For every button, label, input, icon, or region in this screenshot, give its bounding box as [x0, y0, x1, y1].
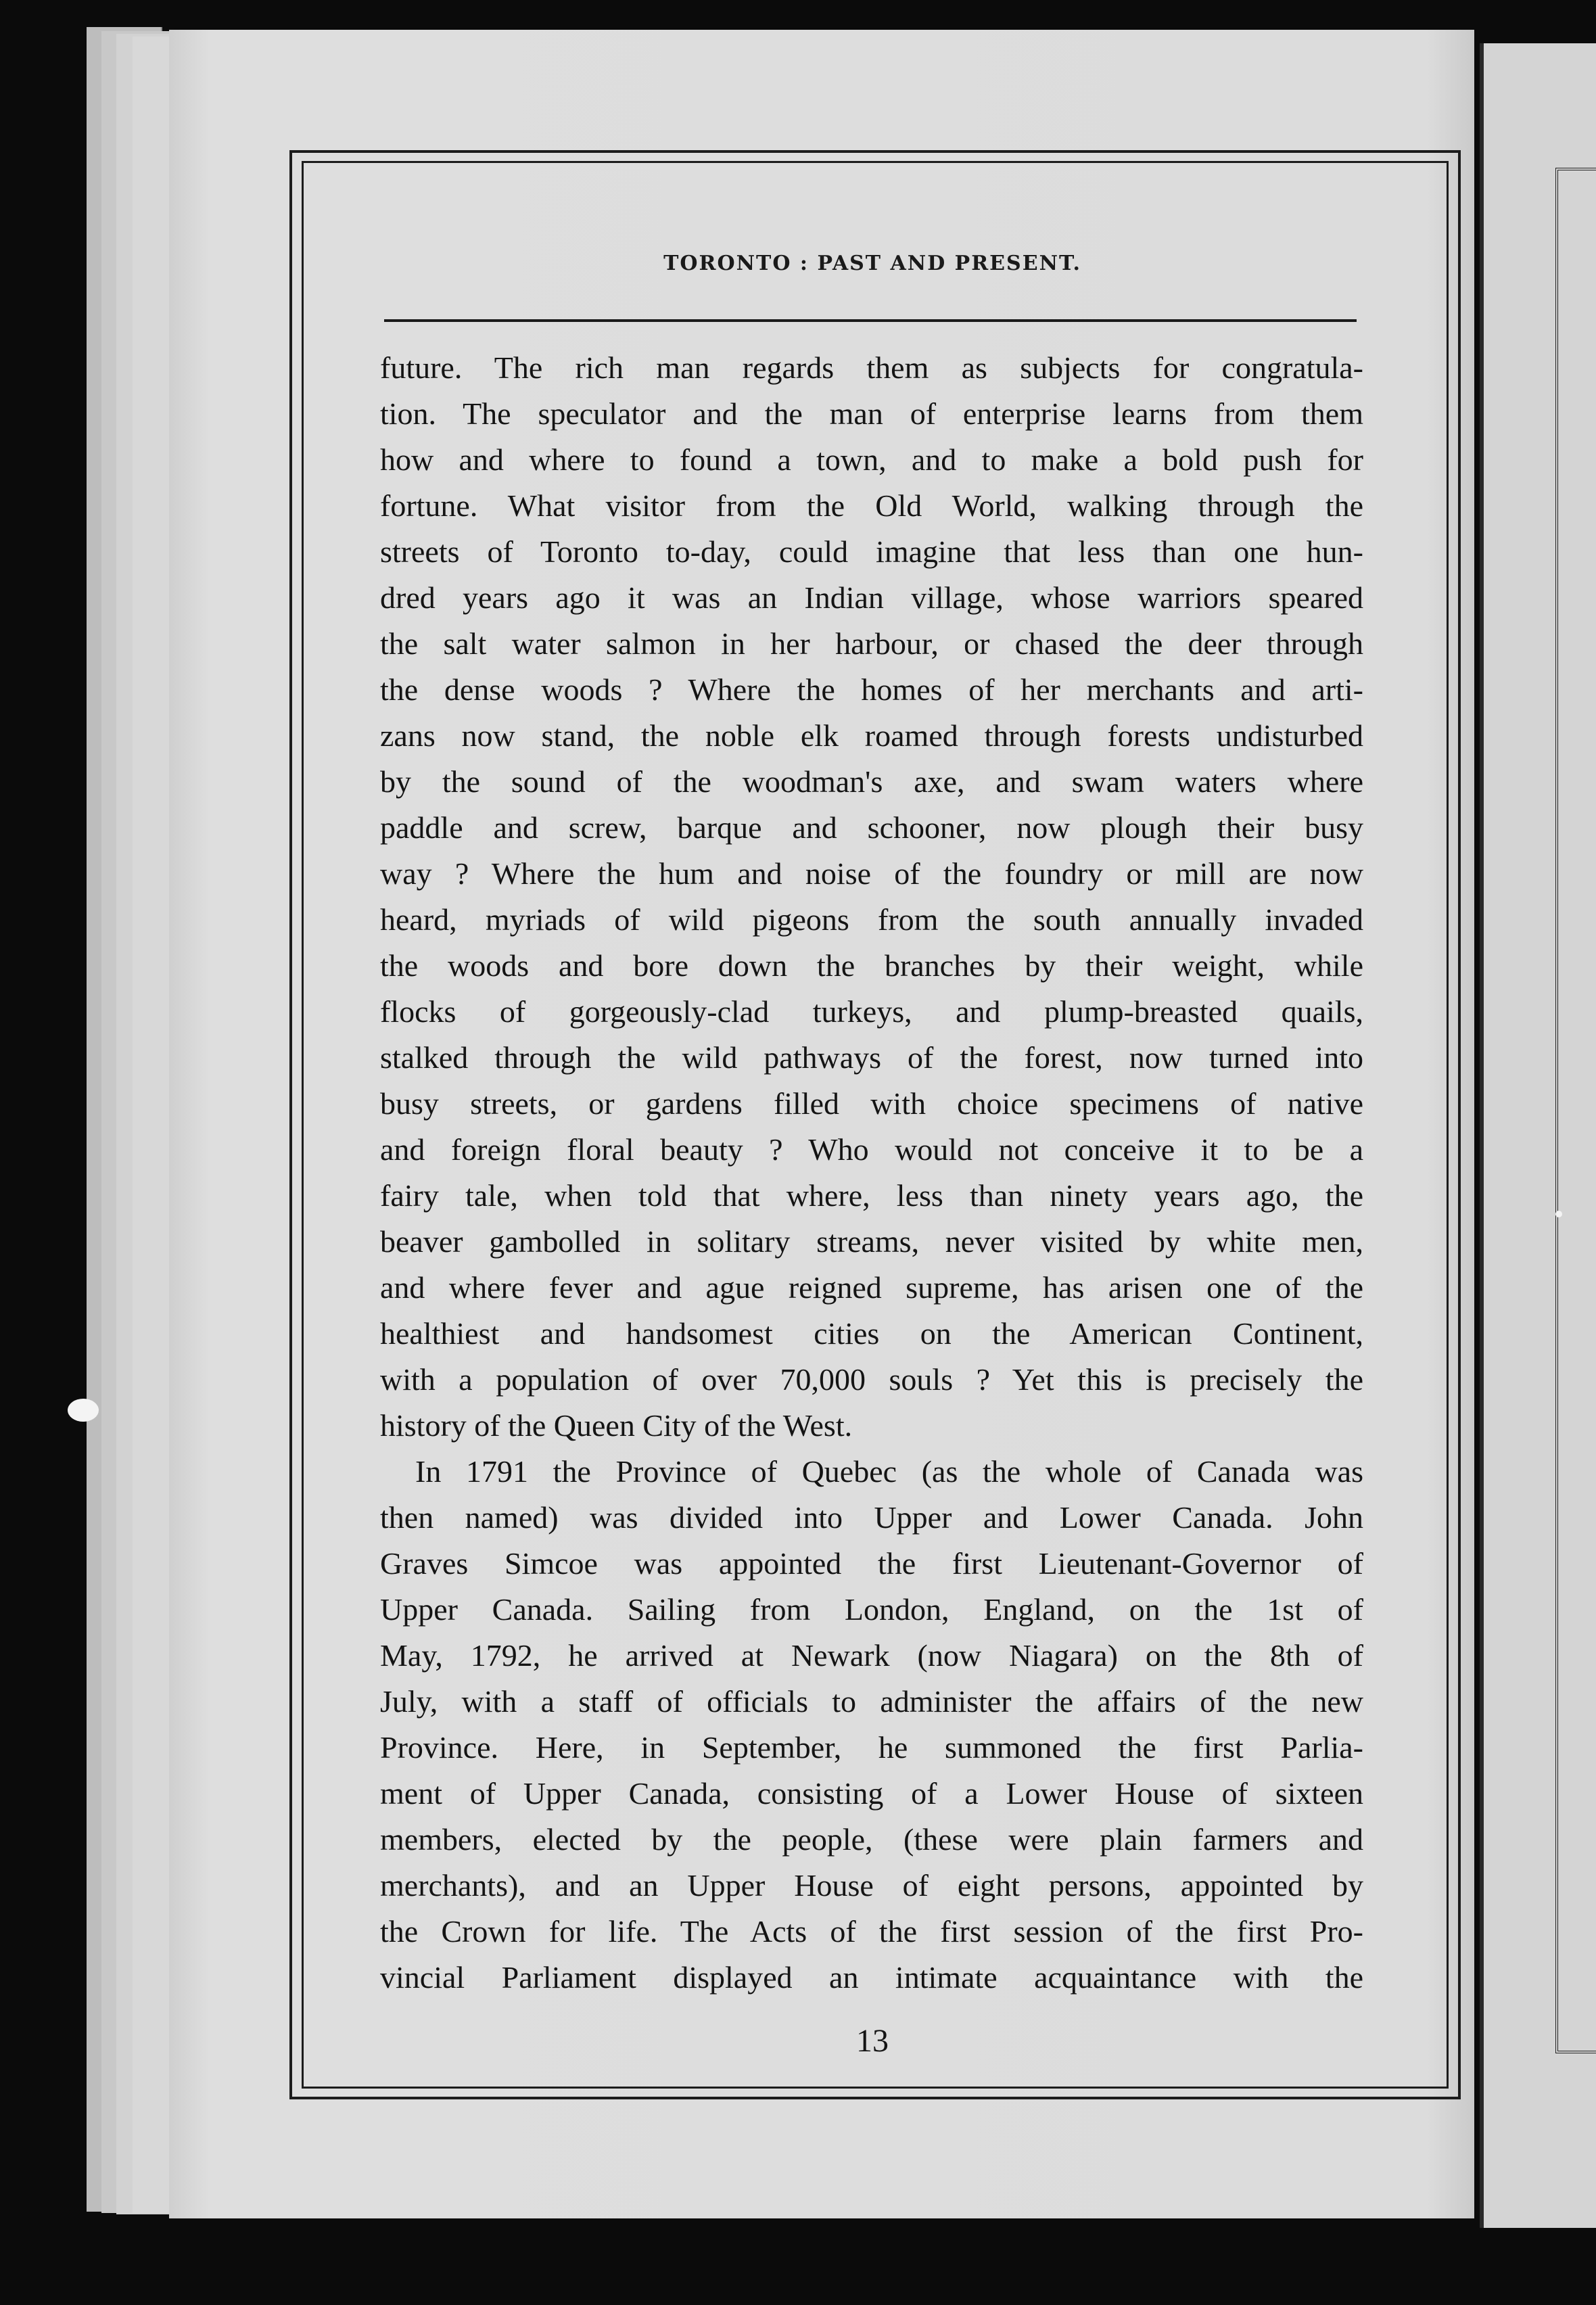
header-rule — [384, 319, 1357, 322]
text-line: the woods and bore down the branches by their weight, while — [380, 948, 1363, 983]
facing-page-frame — [1555, 168, 1596, 2053]
text-line: Upper Canada. Sailing from London, England, on the 1st of — [380, 1592, 1363, 1627]
running-head: TORONTO : PAST AND PRESENT. — [663, 252, 1081, 275]
text-line: fairy tale, when told that where, less than ninety years ago, the — [380, 1178, 1363, 1213]
text-line: heard, myriads of wild pigeons from the south annually invaded — [380, 902, 1363, 937]
text-line: and where fever and ague reigned supreme, has arisen one of the — [380, 1270, 1363, 1305]
paragraph-1 — [380, 345, 1363, 1449]
paragraph-2 — [380, 1449, 1363, 2001]
text-line: how and where to found a town, and to make a bold push for — [380, 442, 1363, 477]
text-line: and foreign floral beauty ? Who would not conceive it to be a — [380, 1132, 1363, 1167]
text-line: zans now stand, the noble elk roamed through forests undisturbed — [380, 718, 1363, 753]
text-line: history of the Queen City of the West. — [380, 1408, 853, 1443]
text-line: Graves Simcoe was appointed the first Lieutenant-Governor of — [380, 1546, 1363, 1581]
text-line: vincial Parliament displayed an intimate acquaintance with the — [380, 1960, 1363, 1995]
text-line: with a population of over 70,000 souls ? Yet this is precisely the — [380, 1362, 1363, 1397]
text-line: healthiest and handsomest cities on the American Continent, — [380, 1316, 1363, 1351]
text-line: the Crown for life. The Acts of the first session of the first Pro- — [380, 1914, 1363, 1949]
text-line: paddle and screw, barque and schooner, now plough their busy — [380, 810, 1363, 845]
text-line: busy streets, or gardens filled with choice specimens of native — [380, 1086, 1363, 1121]
text-line: July, with a staff of officials to administer the affairs of the new — [380, 1684, 1363, 1719]
text-line: the salt water salmon in her harbour, or chased the deer through — [380, 626, 1363, 661]
text-line: members, elected by the people, (these were plain farmers and — [380, 1822, 1363, 1857]
text-line: tion. The speculator and the man of enterprise learns from them — [380, 396, 1363, 431]
page-number: 13 — [856, 2023, 889, 2059]
text-line: by the sound of the woodman's axe, and swam waters where — [380, 764, 1363, 799]
text-line: beaver gambolled in solitary streams, never visited by white men, — [380, 1224, 1363, 1259]
text-line: the dense woods ? Where the homes of her merchants and arti- — [380, 672, 1363, 707]
scan-speck — [1555, 1211, 1562, 1217]
text-line: ment of Upper Canada, consisting of a Lower House of sixteen — [380, 1776, 1363, 1811]
text-line: flocks of gorgeously-clad turkeys, and plump-breasted quails, — [380, 994, 1363, 1029]
scan-speck — [68, 1399, 99, 1422]
text-line: fortune. What visitor from the Old World, walking through the — [380, 488, 1363, 523]
text-line: In 1791 the Province of Quebec (as the whole of Canada was — [415, 1454, 1363, 1489]
text-line: future. The rich man regards them as subjects for congratula- — [380, 350, 1363, 385]
text-line: streets of Toronto to-day, could imagine that less than one hun- — [380, 534, 1363, 569]
text-line: merchants), and an Upper House of eight persons, appointed by — [380, 1868, 1363, 1903]
text-line: May, 1792, he arrived at Newark (now Niagara) on the 8th of — [380, 1638, 1363, 1673]
text-line: way ? Where the hum and noise of the foundry or mill are now — [380, 856, 1363, 891]
text-line: stalked through the wild pathways of the forest, now turned into — [380, 1040, 1363, 1075]
body-text — [380, 345, 1363, 2001]
text-line: then named) was divided into Upper and Lower Canada. John — [380, 1500, 1363, 1535]
text-line: dred years ago it was an Indian village, whose warriors speared — [380, 580, 1363, 615]
text-line: Province. Here, in September, he summoned the first Parlia- — [380, 1730, 1363, 1765]
